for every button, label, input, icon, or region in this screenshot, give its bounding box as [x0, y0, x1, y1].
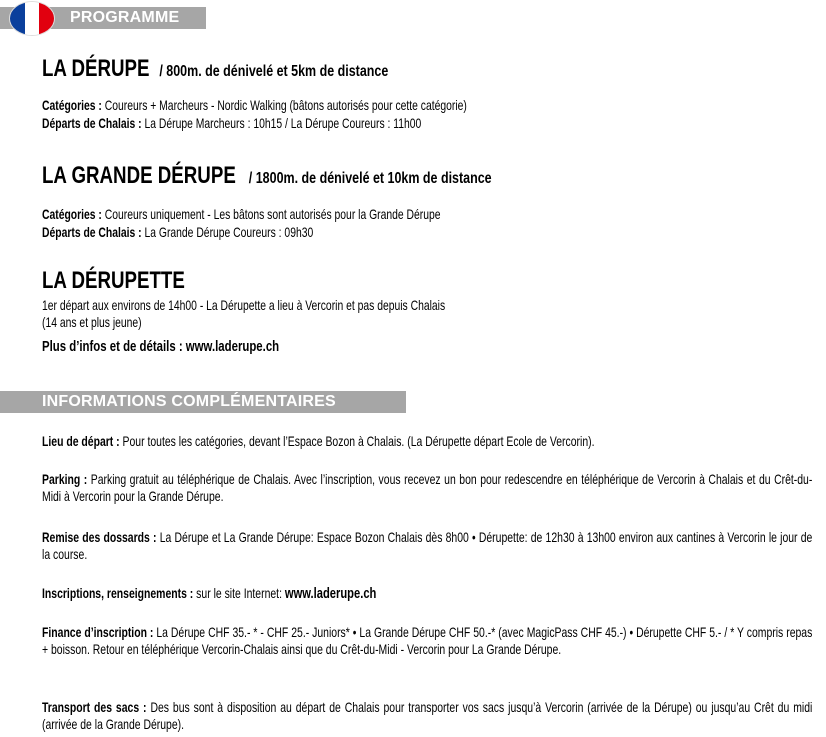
grande-departs-text: La Grande Dérupe Coureurs : 09h30: [144, 224, 314, 240]
derupette-line2-text: (14 ans et plus jeune): [42, 314, 142, 330]
grande-derupe-heading: [42, 162, 618, 190]
lieu-label: Lieu de départ :: [42, 433, 120, 449]
parking-paragraph: [42, 471, 812, 505]
inscriptions-text: sur le site Internet:: [196, 585, 282, 601]
grande-categories: [42, 206, 581, 222]
grande-departs-label: Départs de Chalais :: [42, 224, 142, 240]
transport-paragraph: [42, 699, 812, 733]
derupe-subtitle: / 800m. de dénivelé et 5km de distance: [159, 63, 389, 80]
flag-white-stripe: [25, 2, 40, 35]
grande-derupe-title: LA GRANDE DÉRUPE: [42, 162, 236, 189]
derupette-info: [42, 339, 354, 355]
infos-header-label: INFORMATIONS COMPLÉMENTAIRES: [42, 393, 336, 410]
derupe-heading: [42, 55, 486, 83]
derupe-categories-label: Catégories :: [42, 97, 102, 113]
inscriptions-paragraph: [42, 585, 812, 602]
lieu-paragraph: [42, 433, 812, 450]
derupette-line2: [42, 314, 177, 330]
dossards-text: La Dérupe et La Grande Dérupe: Espace Bozon Chalais dès 8h00 • Dérupette: de 12h30 à 13h00 environ aux cantines à Vercorin le jour de la course.: [42, 529, 813, 562]
inscriptions-label: Inscriptions, renseignements :: [42, 585, 194, 601]
french-flag-icon: [10, 2, 54, 35]
finance-paragraph: [42, 624, 812, 658]
grande-categories-text: Coureurs uniquement - Les bâtons sont autorisés pour la Grande Dérupe: [104, 206, 441, 222]
dossards-paragraph: [42, 529, 812, 563]
derupe-title: LA DÉRUPE: [42, 55, 150, 82]
derupe-departs-text: La Dérupe Marcheurs : 10h15 / La Dérupe Coureurs : 11h00: [144, 115, 422, 131]
lieu-text: Pour toutes les catégories, devant l’Espace Bozon à Chalais. (La Dérupette départ Ecole de Vercorin).: [122, 433, 595, 449]
programme-header-label: PROGRAMME: [70, 9, 180, 26]
parking-label: Parking :: [42, 471, 88, 487]
finance-label: Finance d’inscription :: [42, 624, 154, 640]
derupe-categories: [42, 97, 616, 113]
derupette-heading: [42, 267, 225, 295]
dossards-label: Remise des dossards :: [42, 529, 157, 545]
derupette-line1: [42, 297, 587, 313]
parking-text: Parking gratuit au téléphérique de Chalais. Avec l’inscription, vous recevez un bon pour redescendre en téléphérique de Vercorin à Chalais et du Crêt-du-Midi à Vercorin pour la Grande Dérupe.: [42, 471, 813, 504]
inscriptions-link[interactable]: www.laderupe.ch: [284, 585, 377, 602]
derupe-departs: [42, 115, 555, 131]
finance-text: La Dérupe CHF 35.- * - CHF 25.- Juniors* • La Grande Dérupe CHF 50.-* (avec MagicPass CHF 45.-) • Dérupette CHF 5.- / * Y compris repas + boisson. Retour en téléphérique Vercorin-Chalais ainsi que du Crêt-du-Midi - Vercorin pour La Grande Dérupe.: [42, 624, 813, 657]
transport-text: Des bus sont à disposition au départ de Chalais pour transporter vos sacs jusqu’à Vercorin (arrivée de la Dérupe) ou jusqu’au Crêt du midi (arrivée de la Grande Dérupe).: [42, 699, 813, 732]
transport-label: Transport des sacs :: [42, 699, 147, 715]
derupe-categories-text: Coureurs + Marcheurs - Nordic Walking (bâtons autorisés pour cette catégorie): [104, 97, 467, 113]
grande-categories-label: Catégories :: [42, 206, 102, 222]
derupette-line1-text: 1er départ aux environs de 14h00 - La Dérupette a lieu à Vercorin et pas depuis Chalais: [42, 297, 446, 313]
grande-derupe-subtitle: / 1800m. de dénivelé et 10km de distance: [248, 170, 492, 187]
derupette-info-text: Plus d’infos et de détails : www.laderupe.ch: [42, 338, 280, 355]
derupette-title: LA DÉRUPETTE: [42, 267, 185, 294]
grande-departs: [42, 224, 409, 240]
derupe-departs-label: Départs de Chalais :: [42, 115, 142, 131]
